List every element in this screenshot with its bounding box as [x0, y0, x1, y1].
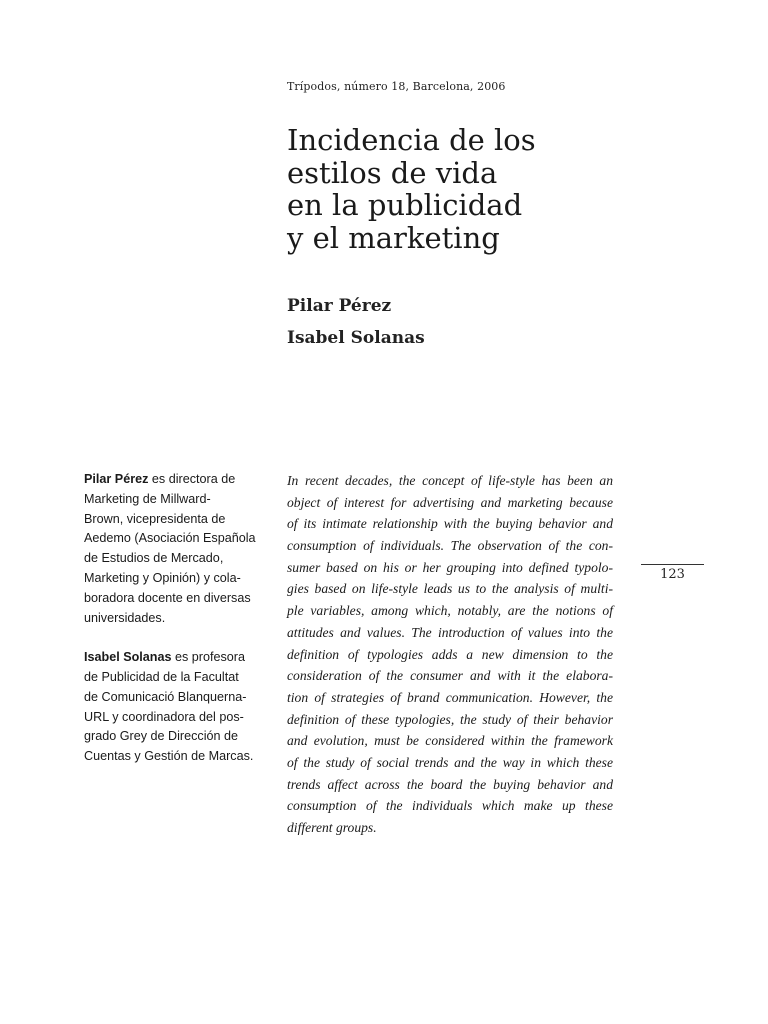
bio-name: Isabel Solanas	[84, 650, 172, 665]
bio-text: es directora de	[148, 472, 236, 486]
page-number-rule	[641, 564, 704, 565]
title-line: y el marketing	[287, 220, 500, 255]
abstract-line: and evolution, must be considered within the framework	[287, 733, 613, 749]
author-bios	[84, 470, 268, 767]
bio-line: universidades.	[84, 610, 166, 625]
bio-line: de Publicidad de la Facultat	[84, 669, 239, 684]
bio-line	[84, 470, 268, 490]
abstract-line: object of interest for advertising and marketing because	[287, 494, 613, 510]
abstract-line: of the study of social trends and the way in which these	[287, 754, 613, 770]
bio-line: boradora docente en diversas	[84, 590, 251, 605]
abstract-line: sumer based on his or her grouping into defined typolo-	[287, 559, 613, 575]
article-title	[287, 124, 707, 254]
journal-citation: Trípodos, número 18, Barcelona, 2006	[287, 80, 506, 93]
bio-line: de Comunicació Blanquerna-	[84, 689, 247, 704]
title-line: Incidencia de los	[287, 123, 536, 157]
abstract-line: definition of these typologies, the study of their behavior	[287, 711, 613, 727]
abstract-line: tion of strategies of brand communication. However, the	[287, 689, 613, 705]
bio-line: Brown, vicepresidenta de	[84, 511, 226, 526]
bio-line: Marketing y Opinión) y cola-	[84, 570, 241, 585]
bio-text: es profesora	[171, 650, 246, 665]
abstract-line: ple variables, among which, notably, are the notions of	[287, 603, 613, 619]
abstract-line: different groups.	[287, 820, 377, 835]
bio-line: grado Grey de Dirección de	[84, 729, 239, 744]
author-name: Isabel Solanas	[287, 328, 425, 348]
abstract-line: attitudes and values. The introduction of values into the	[287, 624, 613, 640]
title-line: estilos de vida	[287, 155, 498, 190]
abstract-line: definition of typologies adds a new dimension to the	[287, 646, 613, 662]
abstract-line: gies based on life-style leads us to the analysis of multi-	[287, 581, 613, 597]
bio-line: Cuentas y Gestión de Marcas.	[84, 749, 254, 764]
abstract	[287, 470, 613, 839]
bio-pilar-perez	[84, 470, 268, 628]
bio-line: Aedemo (Asociación Española	[84, 531, 256, 546]
bio-isabel-solanas	[84, 648, 268, 767]
author-name: Pilar Pérez	[287, 296, 392, 316]
abstract-line: trends affect across the board the buying behavior and	[287, 776, 613, 792]
bio-line	[84, 648, 268, 668]
abstract-line: consumption of individuals. The observation of the con-	[287, 538, 613, 554]
bio-line: Marketing de Millward-	[84, 491, 211, 506]
abstract-line: consumption of the individuals which make up these	[287, 798, 613, 814]
abstract-line: In recent decades, the concept of life-style has been an	[287, 473, 613, 488]
abstract-line: of its intimate relationship with the buying behavior and	[287, 516, 613, 532]
bio-name: Pilar Pérez	[84, 472, 149, 486]
bio-line: URL y coordinadora del pos-	[84, 709, 244, 724]
bio-line: de Estudios de Mercado,	[84, 551, 224, 566]
abstract-line: consideration of the consumer and with it the elabora-	[287, 668, 613, 684]
page-number: 123	[660, 567, 685, 582]
title-line: en la publicidad	[287, 188, 523, 222]
